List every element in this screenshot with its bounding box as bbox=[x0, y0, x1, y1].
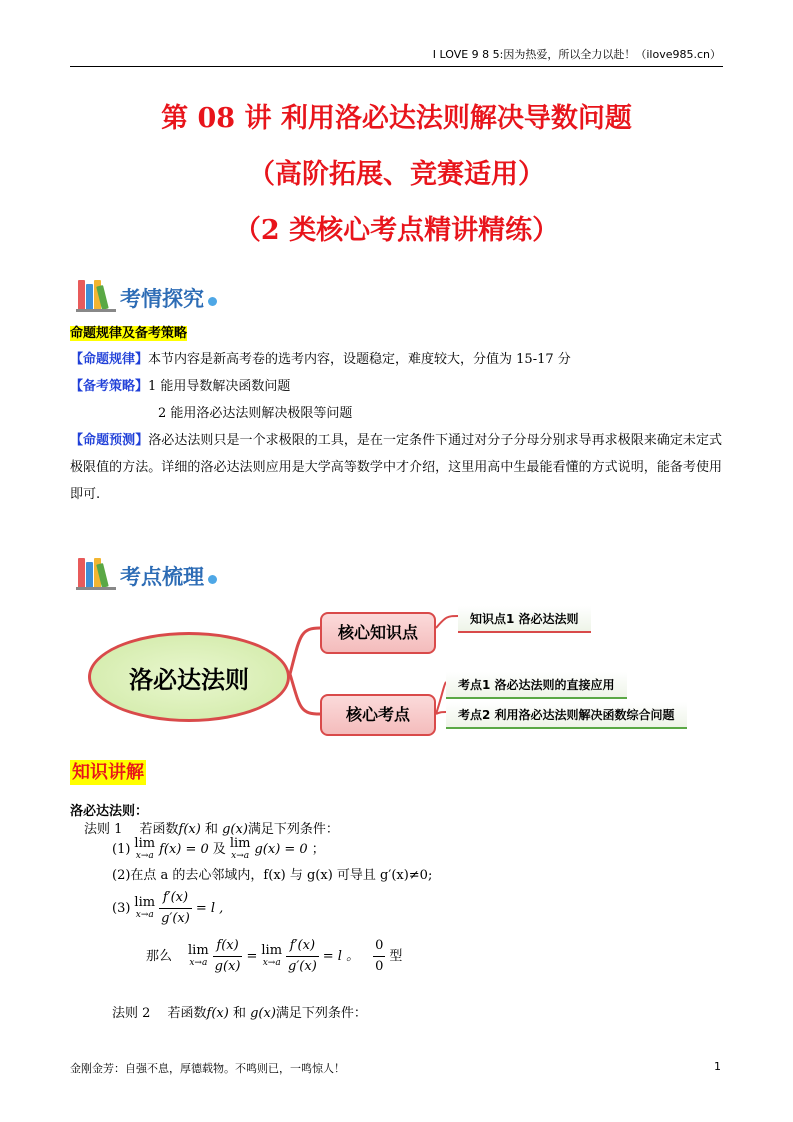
rule-paragraph bbox=[70, 346, 722, 373]
section-heading-key-points bbox=[76, 554, 217, 590]
strategy-tag: 【备考策略】 bbox=[70, 379, 149, 394]
page-header-text: I LOVE 9 8 5:因为热爱，所以全力以赴！（ilove985.cn） bbox=[432, 48, 721, 61]
predict-tag: 【命题预测】 bbox=[70, 433, 149, 448]
strategy-paragraph bbox=[70, 373, 722, 400]
rule-tag: 【命题规律】 bbox=[70, 352, 149, 367]
books-icon bbox=[76, 556, 118, 590]
condition-2: (2)在点 a 的去心邻域内，f(x) 与 g(x) 可导且 g′(x)≠0; bbox=[112, 868, 433, 883]
mindmap-root: 洛必达法则 bbox=[88, 632, 290, 722]
rule-text: 本节内容是新高考卷的选考内容，设题稳定，难度较大，分值为 15-17 分 bbox=[148, 352, 571, 367]
condition-3: (3) lim x→a $\frac{f'(x)}{g'(x)}$ = l , bbox=[112, 890, 224, 926]
mindmap-leaf-point-1: 考点1 洛必达法则的直接应用 bbox=[446, 672, 627, 699]
conclusion: 那么 lim x→a $\frac{f(x)}{g(x)}$ = lim x→a $\frac{f'(x)}{g'(x)}$ = l 。 $\frac{0}{0}$ 型 bbox=[146, 938, 403, 974]
mindmap-branch-knowledge: 核心知识点 bbox=[320, 612, 436, 654]
strategy-item-1: 1 能用导数解决函数问题 bbox=[148, 379, 291, 394]
knowledge-subhead: 洛必达法则： bbox=[70, 804, 149, 819]
mindmap-branch-key-points: 核心考点 bbox=[320, 694, 436, 736]
predict-text: 洛必达法则只是一个求极限的工具，是在一定条件下通过对分子分母分别求导再求极限来确定未定式极限值的方法。详细的洛必达法则应用是大学高等数学中才介绍，这里用高中生最能看懂的方式说明，能备考使用即可. bbox=[70, 433, 722, 502]
predict-paragraph bbox=[70, 427, 722, 508]
section-heading-exam-analysis bbox=[76, 276, 217, 312]
title-line-2: （高阶拓展、竞赛适用） bbox=[248, 159, 545, 190]
strategy-item-2: 2 能用洛必达法则解决极限等问题 bbox=[158, 406, 353, 421]
rule2-intro: 法则 2 若函数f(x) 和 g(x)满足下列条件： bbox=[112, 1006, 367, 1021]
header-rule bbox=[70, 66, 723, 67]
books-icon bbox=[76, 278, 118, 312]
mindmap-leaf-knowledge-1: 知识点1 洛必达法则 bbox=[458, 606, 591, 633]
subhead-highlight: 命题规律及备考策略 bbox=[70, 326, 188, 341]
section-title: 考情探究 bbox=[120, 287, 204, 311]
section-title: 考点梳理 bbox=[120, 565, 204, 589]
condition-1: (1) lim x→a f(x) = 0 及 lim x→a g(x) = 0 ； bbox=[112, 835, 325, 861]
mindmap-leaf-point-2: 考点2 利用洛必达法则解决函数综合问题 bbox=[446, 702, 687, 729]
page-number: 1 bbox=[714, 1060, 721, 1073]
title-line-1: 第 08 讲 利用洛必达法则解决导数问题 bbox=[161, 103, 632, 134]
dot-icon bbox=[208, 297, 217, 306]
rule1-intro: 法则 1 若函数f(x) 和 g(x)满足下列条件： bbox=[84, 822, 339, 837]
knowledge-heading: 知识讲解 bbox=[72, 762, 144, 783]
dot-icon bbox=[208, 575, 217, 584]
footer-motto: 金刚金芳：自强不息，厚德载物。不鸣则已，一鸣惊人！ bbox=[70, 1062, 345, 1075]
title-line-3: （2 类核心考点精讲精练） bbox=[233, 215, 560, 246]
